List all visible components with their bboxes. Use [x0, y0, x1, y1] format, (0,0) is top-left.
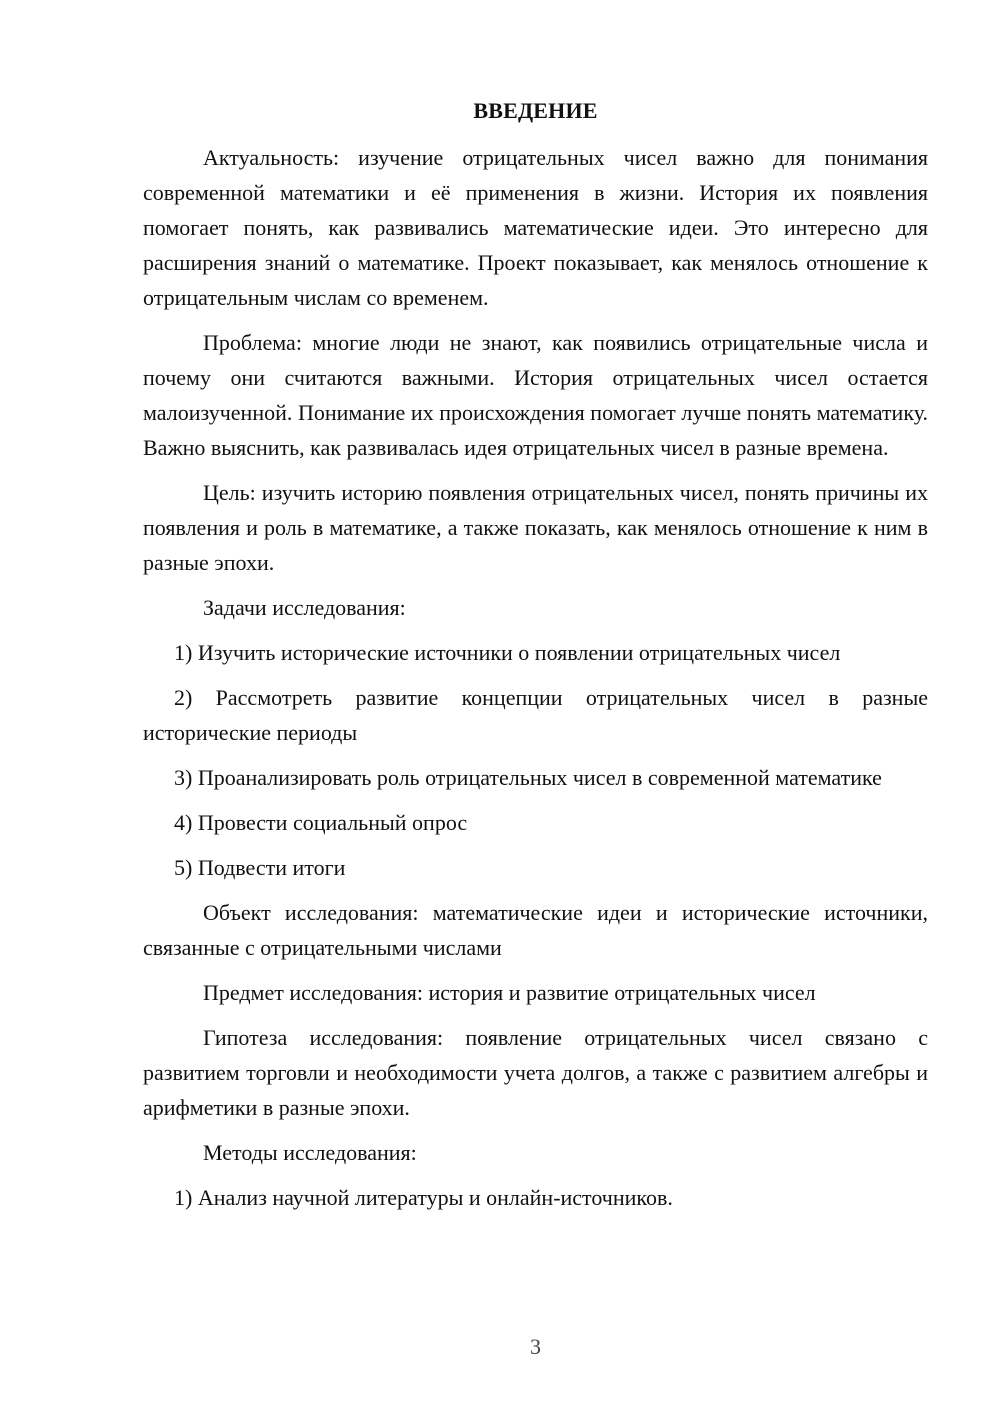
tasks-heading: Задачи исследования: — [203, 595, 406, 620]
task-item: 4) Провести социальный опрос — [174, 810, 468, 835]
task-item: 2) Рассмотреть развитие концепции отрицательных чисел в разные исторические периоды — [143, 685, 928, 745]
problem-paragraph: Проблема: многие люди не знают, как появились отрицательные числа и почему они считаются важными. История отрицательных чисел остается малоизученной. Понимание их происхождения помогает лучше понять математику. Важно выяснить, как развивалась идея отрицательных чисел в разные времена. — [143, 330, 928, 460]
task-item: 3) Проанализировать роль отрицательных чисел в современной математике — [174, 765, 882, 790]
page-number: 3 — [530, 1334, 541, 1359]
subject-paragraph: Предмет исследования: история и развитие отрицательных чисел — [203, 980, 816, 1005]
section-title: ВВЕДЕНИЕ — [473, 98, 598, 123]
goal-paragraph: Цель: изучить историю появления отрицательных чисел, понять причины их появления и роль в математике, а также показать, как менялось отношение к ним в разные эпохи. — [143, 480, 928, 575]
task-item: 5) Подвести итоги — [174, 855, 346, 880]
task-item: 1) Изучить исторические источники о появлении отрицательных чисел — [174, 640, 841, 665]
document-body — [143, 94, 928, 1225]
hypothesis-paragraph: Гипотеза исследования: появление отрицательных чисел связано с развитием торговли и необходимости учета долгов, а также с развитием алгебры и арифметики в разные эпохи. — [143, 1025, 928, 1120]
object-paragraph: Объект исследования: математические идеи и исторические источники, связанные с отрицательными числами — [143, 900, 928, 960]
methods-heading: Методы исследования: — [203, 1140, 417, 1165]
relevance-paragraph: Актуальность: изучение отрицательных чисел важно для понимания современной математики и её применения в жизни. История их появления помогает понять, как развивались математические идеи. Это интересно для расширения знаний о математике. Проект показывает, как менялось отношение к отрицательным числам со временем. — [143, 145, 928, 310]
method-item: 1) Анализ научной литературы и онлайн-источников. — [174, 1185, 673, 1210]
